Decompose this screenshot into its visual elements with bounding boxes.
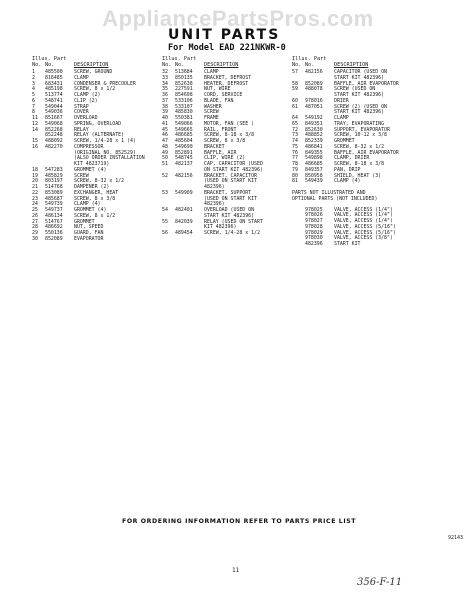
illus-no: 56 (162, 230, 168, 236)
page-number: 11 (232, 567, 240, 574)
part-no: 486841 (305, 143, 323, 150)
part-description: TRAY, EVAPORATING (334, 120, 385, 127)
illus-no: 27 (32, 218, 38, 225)
document-code: 92143 (448, 535, 464, 541)
illus-no: 22 (32, 189, 38, 196)
illus-no: 81 (292, 178, 298, 185)
part-description: CLAMP (4) (74, 201, 101, 208)
part-no: 549898 (305, 155, 323, 162)
part-no: 548741 (45, 97, 63, 104)
illus-no: 58 (292, 80, 298, 87)
illus-no: 72 (292, 126, 298, 133)
illus-no: 7 (32, 103, 35, 110)
part-description: (ORIGINAL NO. 852529) (74, 149, 136, 156)
parts-list (292, 70, 442, 185)
part-description: SCREW (2) (USED ON (334, 103, 387, 110)
part-no: 533106 (175, 97, 193, 104)
part-description: GROMMET (4) (74, 166, 107, 173)
part-description: VALVE, ACCESS (3/8") (334, 235, 393, 242)
parts-list (32, 70, 160, 243)
illus-no: 36 (162, 92, 168, 98)
illus-no: 53 (162, 189, 168, 196)
part-no: 482401 (175, 207, 193, 213)
illus-no: 61 (292, 103, 298, 110)
illus-no: 77 (292, 155, 298, 162)
parts-column-3 (292, 56, 442, 248)
illus-no: 3 (32, 80, 35, 87)
part-description: SCREW (USED ON (334, 86, 376, 93)
part-description: BAFFLE, AIR (204, 149, 237, 156)
part-description: (USED ON START KIT (204, 178, 257, 185)
header-part-no: No. (175, 62, 185, 68)
part-description: SHIELD, HEAT (3) (334, 172, 382, 179)
part-no: 549737 (45, 207, 63, 213)
illus-no: 25 (32, 207, 38, 213)
part-description: CLIP (2) (74, 97, 98, 104)
part-description: EVAPORATOR (74, 235, 104, 242)
part-no: 485500 (45, 69, 63, 75)
part-no: 852248 (45, 132, 63, 139)
illus-no: 49 (162, 149, 168, 156)
part-description: SCREW, 8 x 1/2 (74, 86, 116, 93)
part-description: ON START KIT 482396) (204, 166, 263, 173)
header-part-no: No. (45, 62, 55, 68)
illus-no: 32 (162, 69, 168, 75)
part-no: 852268 (45, 126, 63, 133)
part-description: WASHER (204, 103, 222, 110)
part-no: 852089 (305, 80, 323, 87)
part-no: 549690 (175, 143, 193, 150)
illus-no: 8 (32, 109, 35, 116)
part-no: 851667 (45, 115, 63, 121)
illus-no: 39 (162, 109, 168, 116)
header-no: No. (292, 62, 302, 68)
part-description: FRAME (204, 115, 219, 121)
part-no: 482396 (305, 241, 323, 247)
illus-no: 21 (32, 184, 38, 190)
part-no: 482156 (175, 172, 193, 179)
part-description: NUT, WIRE (204, 86, 231, 93)
part-no: 549044 (45, 103, 63, 110)
part-no: 513684 (175, 69, 193, 75)
part-no: 488852 (305, 132, 323, 139)
part-description: (USED ON START KIT (204, 195, 257, 202)
part-description: SCREW, 8-18 x 3/8 (204, 132, 255, 139)
part-no: 550136 (45, 230, 63, 236)
illus-no: 11 (32, 115, 38, 121)
illus-no: 40 (162, 115, 168, 121)
part-description: RAIL, FRONT (204, 126, 237, 133)
ordering-footer: FOR ORDERING INFORMATION REFER TO PARTS PRICE LIST (122, 518, 357, 525)
illus-no: 46 (162, 132, 168, 139)
part-no: 549068 (45, 120, 63, 127)
part-no: 550381 (175, 115, 193, 121)
illus-no: 75 (292, 143, 298, 150)
illus-no: 64 (292, 115, 298, 121)
handwritten-note: 356-F-11 (357, 577, 403, 588)
illus-no: 55 (162, 218, 168, 225)
illus-no: 74 (292, 138, 298, 144)
part-no: 852891 (175, 149, 193, 156)
illus-no: 29 (32, 230, 38, 236)
part-description: CLAMP, DRIER (334, 155, 370, 162)
part-no: 513774 (45, 92, 63, 98)
illus-no: 20 (32, 178, 38, 185)
part-description: CLAMP (74, 74, 89, 81)
part-description: SCREW, 8 x 3/8 (74, 195, 116, 202)
illus-no: 48 (162, 143, 168, 150)
part-no: 485604 (175, 138, 193, 144)
part-description: SCREW (204, 109, 219, 116)
illus-no: 38 (162, 103, 168, 110)
table-row (292, 242, 442, 248)
part-description: GROMMET (334, 138, 355, 144)
part-no: 486692 (45, 224, 63, 231)
part-no: 489454 (175, 230, 193, 236)
table-row (32, 237, 160, 243)
part-no: 803197 (45, 178, 63, 185)
part-no: 486685 (175, 132, 193, 139)
part-description: SCREW, 1/4-28 x 1/2 (204, 230, 260, 236)
part-description: COMPRESSOR (74, 143, 104, 150)
part-description: SCREW, 8-32 x 1/2 (334, 143, 385, 150)
illus-no: 79 (292, 166, 298, 173)
part-no: 514768 (45, 184, 63, 190)
header-illus-part: Illus. Part (32, 56, 67, 62)
illus-no: 45 (162, 126, 168, 133)
part-no: 549036 (45, 109, 63, 116)
part-no: 488092 (45, 138, 63, 144)
part-description: CONDENSER & PRECOOLER (74, 80, 136, 87)
part-description: CORD, SERVICE (204, 92, 243, 98)
illus-no: 41 (162, 120, 168, 127)
part-description: SPRING, OVERLOAD (74, 120, 122, 127)
part-description: KIT 4823719) (74, 161, 110, 167)
part-description: START KIT (334, 241, 361, 247)
part-description: KIT 482396) (204, 224, 237, 231)
header-part-no: No. (305, 62, 315, 68)
illus-no: 23 (32, 195, 38, 202)
illus-no: 26 (32, 212, 38, 219)
part-description: VALVE, ACCESS (1/4") (334, 212, 393, 219)
part-description: START KIT 482396) (204, 212, 255, 219)
illus-no: 1 (32, 69, 35, 75)
part-description: PAN, DRIP (334, 166, 361, 173)
part-no: 227591 (175, 86, 193, 93)
parts-list (162, 70, 290, 237)
part-description: EXCHANGER, HEAT (74, 189, 119, 196)
header-description: DESCRIPTION (204, 62, 239, 68)
part-no: 533107 (175, 103, 193, 110)
part-description: RELAY (ALTERNATE) (74, 132, 125, 139)
header-description: DESCRIPTION (74, 62, 109, 68)
section-title: PARTS NOT ILLUSTRATED AND (292, 190, 366, 196)
part-no: 978028 (305, 223, 323, 230)
illus-no: 65 (292, 120, 298, 127)
part-description: RELAY (USED ON START (204, 218, 263, 225)
part-description: CLAMP (4) (334, 178, 361, 185)
part-no: 549909 (175, 189, 193, 196)
part-description: GROMMET (74, 218, 95, 225)
part-description: VALVE, ACCESS (5/16") (334, 229, 396, 236)
part-no: 849355 (305, 149, 323, 156)
illus-no: 51 (162, 161, 168, 167)
part-description: VALVE, ACCESS (1/4") (334, 206, 393, 213)
header-illus-part: Illus. Part (162, 56, 197, 62)
part-description: BLADE, FAN (204, 97, 234, 104)
parts-column-1 (32, 56, 160, 243)
section-title: OPTIONAL PARTS (NOT INCLUDED) (292, 195, 378, 202)
illus-no: 80 (292, 172, 298, 179)
part-no: 852638 (175, 80, 193, 87)
illus-no: 34 (162, 80, 168, 87)
part-no: 549192 (305, 115, 323, 121)
illus-no: 33 (162, 74, 168, 81)
part-no: 482156 (305, 69, 323, 75)
part-description: START KIT 482396) (334, 92, 385, 98)
part-no: 816485 (45, 74, 63, 81)
part-no: 854608 (175, 92, 193, 98)
part-description: 482396) (204, 201, 225, 208)
page-title: UNIT PARTS (168, 27, 281, 43)
part-no: 487051 (305, 103, 323, 110)
part-no: 482270 (45, 143, 63, 150)
illus-no: 76 (292, 149, 298, 156)
illus-no: 60 (292, 97, 298, 104)
part-no: 548745 (175, 155, 193, 162)
part-no: 978029 (305, 229, 323, 236)
part-no: 850135 (175, 74, 193, 81)
part-no: 485687 (45, 195, 63, 202)
part-no: 683431 (45, 80, 63, 87)
column-header (162, 56, 290, 68)
illus-no: 12 (32, 120, 38, 127)
part-description: SCREW, 1/4-28 x 1 (4) (74, 138, 136, 144)
part-no: 485198 (45, 86, 63, 93)
part-description: STRAP (74, 103, 89, 110)
part-description: CAPACITOR (USED ON (334, 69, 387, 75)
illus-no: 6 (32, 97, 35, 104)
part-no: 514767 (45, 218, 63, 225)
part-no: 486685 (305, 161, 323, 167)
part-no: 486134 (45, 212, 63, 219)
illus-no: 4 (32, 86, 35, 93)
part-description: COVER (74, 109, 89, 116)
part-description: CLAMP (2) (74, 92, 101, 98)
illus-no: 37 (162, 97, 168, 104)
part-no: 978030 (305, 235, 323, 242)
watermark-text: AppliancePartsPros.com (102, 6, 374, 31)
part-description: CAP, CAPACITOR (USED (204, 161, 263, 167)
part-description: SCREW, GROUND (74, 69, 113, 75)
column-header (292, 56, 442, 68)
part-description: HEATER, DEFROST (204, 80, 249, 87)
table-row (162, 231, 290, 237)
illus-no: 73 (292, 132, 298, 139)
part-no: 549066 (175, 120, 193, 127)
part-description: BAFFLE, AIR EVAPORATOR (334, 149, 399, 156)
part-no: 849357 (305, 166, 323, 173)
header-no: No. (32, 62, 42, 68)
column-header (32, 56, 160, 68)
header-no: No. (162, 62, 172, 68)
part-no: 549665 (175, 126, 193, 133)
part-no: 485830 (175, 109, 193, 116)
model-subtitle: For Model EAD 221NKWR-0 (168, 43, 286, 53)
illus-no: 18 (32, 166, 38, 173)
part-description: BAFFLE, AIR EVAPORATOR (334, 80, 399, 87)
part-description: SUPPORT, EVAPORATOR (334, 126, 390, 133)
part-description: START KIT 482396) (334, 109, 385, 116)
illus-no: 14 (32, 126, 38, 133)
illus-no: 19 (32, 172, 38, 179)
illus-no: 16 (32, 143, 38, 150)
part-no: 849351 (305, 120, 323, 127)
illus-no (292, 242, 305, 248)
part-no: 549439 (305, 178, 323, 185)
part-no: 488078 (305, 86, 323, 93)
part-description: MOTOR, FAN (SEE ) (204, 120, 255, 127)
part-description: SCREW (74, 172, 89, 179)
header-description: DESCRIPTION (334, 62, 369, 68)
part-description: BRACKET (204, 143, 225, 150)
part-no: 852089 (45, 235, 63, 242)
part-description: RELAY (74, 126, 89, 133)
illus-no: 57 (292, 69, 298, 75)
part-description: SCREW, 10-12 x 3/8 (334, 132, 387, 139)
part-no: 852630 (305, 126, 323, 133)
illus-no: 52 (162, 172, 168, 179)
part-description: DRIER (334, 97, 349, 104)
illus-no: 5 (32, 92, 35, 98)
part-no: 850958 (305, 172, 323, 179)
part-description: NUT, SPEED (74, 224, 104, 231)
part-no: 978027 (305, 218, 323, 224)
illus-no: 24 (32, 201, 38, 208)
illus-no: 50 (162, 155, 168, 162)
part-description: 482396) (204, 184, 225, 190)
part-description: BRACKET, DEFROST (204, 74, 252, 81)
parts-column-2 (162, 56, 290, 237)
part-no: 978026 (305, 212, 323, 219)
part-description: GROMMET (4) (74, 207, 107, 213)
part-description: START KIT 482396) (334, 74, 385, 81)
part-description: CLAMP (204, 69, 219, 75)
part-description: SCREW, 8 x 1/2 (74, 212, 116, 219)
illus-no: 78 (292, 161, 298, 167)
part-description: OVERLOAD (USED ON (204, 207, 255, 213)
illus-no: 59 (292, 86, 298, 93)
part-no: 842039 (175, 218, 193, 225)
illus-no: 15 (32, 138, 38, 144)
part-description: CLIP, WIRE (2) (204, 155, 246, 162)
part-no: 978016 (305, 97, 323, 104)
part-description: GUARD, FAN (74, 230, 104, 236)
parts-list (292, 208, 442, 248)
part-description: BRACKET, CAPACITOR (204, 172, 257, 179)
part-no: 852339 (305, 138, 323, 144)
part-description: SCREW, 8-18 x 3/8 (334, 161, 385, 167)
part-description: VALVE, ACCESS (5/16") (334, 223, 396, 230)
part-description: DAMPENER (2) (74, 184, 110, 190)
part-description: VALVE, ACCESS (1/4") (334, 218, 393, 224)
part-no: 853089 (45, 189, 63, 196)
part-description: (ALSO ORDER INSTALLATION (74, 155, 145, 162)
illus-no: 35 (162, 86, 168, 93)
illus-no: 2 (32, 74, 35, 81)
part-description: SCREW, 8-32 x 1/2 (74, 178, 125, 185)
illus-no: 54 (162, 207, 168, 213)
illus-no: 28 (32, 224, 38, 231)
part-no: 978025 (305, 206, 323, 213)
part-description: SCREW, 8 x 3/8 (204, 138, 246, 144)
part-no: 485829 (45, 172, 63, 179)
header-illus-part: Illus. Part (292, 56, 327, 62)
illus-no: 30 (32, 235, 38, 242)
part-no: 547283 (45, 166, 63, 173)
part-description: BRACKET, SUPPORT (204, 189, 252, 196)
part-description: OVERLOAD (74, 115, 98, 121)
part-description: CLAMP (334, 115, 349, 121)
illus-no: 47 (162, 138, 168, 144)
part-no: 549739 (45, 201, 63, 208)
part-no: 482137 (175, 161, 193, 167)
